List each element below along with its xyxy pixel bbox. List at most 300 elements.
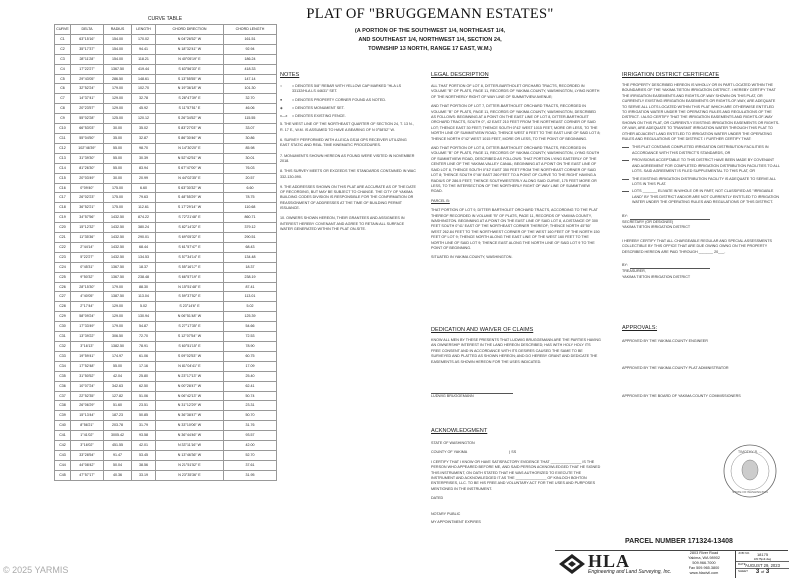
note-paragraph: 9. THE ADDRESSES SHOWN ON THIS PLAT ARE ACCURATE AS OF THE DATE OF RECORDING, BUT MAY BE SUBJECT TO CHANGE. THE CITY OF YAKIMA BUILDING CODES DIVISION IS RESPONSIBLE FOR THE CONFIRMATION OR REASSIGNMENT OF ADDRESSES AT THE TIME OF BUILDING PERMIT ISSUANCE. bbox=[280, 184, 416, 211]
table-cell: 33.07 bbox=[224, 124, 277, 134]
table-cell: 3°16'02" bbox=[71, 441, 104, 451]
irrigation-text: THE PROPERTY DESCRIBED HEREON IS WHOLLY OR IN PART LOCATED WITHIN THE BOUNDARIES OF THE YAKIMA TIETON IRRIGATION DISTRICT. I HEREBY CERTIFY THAT THE IRRIGATION EASEMENTS AND RIGHTS-OF-WAY SHOWN ON THIS PLAT, OR CURRENTLY EXISTING IRRIGATION EASEMENTS OR RIGHTS-OF-WAY, ARE ADEQUATE TO SERVE ALL LOTS LOCATED WITHIN THIS PLAT WHICH ARE OTHERWISE ENTITLED TO IRRIGATION WATER UNDER THE OPERATING RULES AND REGULATIONS OF THE DISTRICT. I ALSO CERTIFY THAT THE IRRIGATION EASEMENTS AND RIGHTS-OF-WAY SHOWN ON THIS PLAT, OR CURRENTLY EXISTING IRRIGATION EASEMENTS OR RIGHTS-OF-WAY, ARE ADEQUATE TO TRANSMIT IRRIGATION WATER THROUGH THIS PLAT TO OTHER ADJACENT LAND ENTITLED TO IRRIGATION WATER UNDER THE OPERATING RULES AND REGULATIONS OF THE DISTRICT. I FURTHER CERTIFY THAT: bbox=[622, 83, 780, 142]
table-cell: 118.21 bbox=[132, 54, 156, 64]
table-cell: 42.01 bbox=[132, 441, 156, 451]
address-line: 2803 River Road bbox=[689, 551, 719, 555]
table-cell: C39 bbox=[55, 411, 71, 421]
legal-heading: LEGAL DESCRIPTION bbox=[431, 72, 489, 78]
table-cell: 58°09'24" bbox=[71, 312, 104, 322]
table-row bbox=[55, 401, 277, 411]
table-cell: 23.31 bbox=[224, 401, 277, 411]
table-cell: S 28°47'39" E bbox=[156, 94, 224, 104]
dedication-section bbox=[431, 327, 601, 399]
table-cell: C42 bbox=[55, 441, 71, 451]
table-cell: 17°33'49" bbox=[71, 322, 104, 332]
table-cell: 55°02'28" bbox=[71, 114, 104, 124]
table-cell: C26 bbox=[55, 282, 71, 292]
table-cell: N 40°05'19" E bbox=[156, 54, 224, 64]
table-row bbox=[55, 292, 277, 302]
table-cell: 5.02 bbox=[224, 302, 277, 312]
table-row bbox=[55, 163, 277, 173]
table-cell: 20.57 bbox=[224, 173, 277, 183]
table-cell: N 23°17'13" W bbox=[156, 371, 224, 381]
table-cell: 76.03 bbox=[224, 163, 277, 173]
legal-paragraph: AND THAT PORTION OF LOT 8, DITTER-BARTHOLET ORCHARD TRACTS, RECORDED IN VOLUME "B" OF PLATS, PAGE 11, RECORDS OF YAKIMA COUNTY, WASHINGTON, LYING SOUTH OF SUMMITVIEW ROAD, DESCRIBED AS FOLLOWS: THAT PORTION LYING EASTERLY OF THE CENTER LINE OF THE YAKIMA VALLEY CANAL; BEGINNING AT A POINT ON THE EAST LINE OF SAID LOT 8, THENCE SOUTH 0°42' EAST 350 FEET FROM THE NORTHEAST CORNER OF SAID LOT 8; THENCE SOUTH 0°46' EAST 260 FEET TO A POINT OF CURVE TO THE RIGHT HAVING A RADIUS OF 286.5 FEET; THENCE SOUTHWESTERLY ALONG SAID CURVE, 175 FEET MORE OR LESS, TO THE INTERSECTION OF THE NORTHERLY RIGHT OF WAY LINE OF SUMMITVIEW ROAD. bbox=[431, 146, 600, 194]
table-cell: N 13°46'36" W bbox=[156, 450, 224, 460]
plat-subtitle bbox=[300, 27, 560, 53]
table-cell: S 82°14'32" E bbox=[156, 223, 224, 233]
table-cell: 3005.42 bbox=[104, 431, 132, 441]
table-cell: 874.22 bbox=[132, 213, 156, 223]
table-cell: 30.00 bbox=[104, 173, 132, 183]
table-cell: C8 bbox=[55, 104, 71, 114]
parcel-number: PARCEL NUMBER 171324-13408 bbox=[625, 538, 733, 545]
table-cell: 22°52'35" bbox=[71, 391, 104, 401]
table-cell: 26°02'23" bbox=[71, 193, 104, 203]
subtitle-line: (A PORTION OF THE SOUTHWEST 1/4, NORTHEAST 1/4, bbox=[354, 28, 506, 34]
date-value: AUGUST 29, 2023 bbox=[736, 563, 789, 569]
ack-county: COUNTY OF YAKIMA bbox=[431, 450, 468, 455]
table-row bbox=[55, 124, 277, 134]
table-cell: 35.02 bbox=[132, 124, 156, 134]
phone-line: 509.966.7000 bbox=[692, 561, 716, 565]
fax-line: Fax 509.965.3800 bbox=[688, 566, 720, 570]
table-cell: 42.00 bbox=[224, 441, 277, 451]
table-row bbox=[55, 84, 277, 94]
legend-item bbox=[280, 98, 417, 103]
table-cell: C27 bbox=[55, 292, 71, 302]
table-row bbox=[55, 441, 277, 451]
table-cell: 72.53 bbox=[224, 332, 277, 342]
table-cell: 179.00 bbox=[104, 84, 132, 94]
table-cell: C18 bbox=[55, 203, 71, 213]
irrigation-option-text: LOTS _______ ELIVATE IN WHOLE OR IN PART, NOT CLASSIFIED AS "IRRIGABLE LAND" BY THIS DISTRICT AND/OR ARE NOT CURRENTLY ENTITLED TO IRRIGATION WATER UNDER THE OPERATING RULES AND REGULATIONS OF THIS DISTRICT. bbox=[632, 189, 779, 205]
table-cell: 51.60 bbox=[104, 401, 132, 411]
note-paragraph: 6. SURVEY PERFORMED WITH A LEICA GS18 GPS RECEIVER UTILIZING EAST STATIC AND REAL TIME KINEMATIC PROCEDURES. bbox=[280, 138, 407, 148]
table-cell: 30.01 bbox=[224, 153, 277, 163]
table-cell: C24 bbox=[55, 262, 71, 272]
table-cell: 30.39 bbox=[132, 153, 156, 163]
table-cell: 120.12 bbox=[132, 114, 156, 124]
approval-item: APPROVED BY THE YAKIMA COUNTY PLAT ADMINISTRATOR bbox=[622, 366, 729, 371]
table-cell: 31°39'30" bbox=[71, 153, 104, 163]
table-row bbox=[55, 332, 277, 342]
table-cell: 380.24 bbox=[132, 223, 156, 233]
table-cell: 17.16 bbox=[132, 361, 156, 371]
table-cell: C15 bbox=[55, 173, 71, 183]
table-cell: 32°52'24" bbox=[71, 84, 104, 94]
job-info bbox=[735, 551, 789, 578]
table-cell: C41 bbox=[55, 431, 71, 441]
table-cell: C10 bbox=[55, 124, 71, 134]
table-cell: C25 bbox=[55, 272, 71, 282]
irrigation-by: BY: bbox=[622, 213, 628, 218]
table-cell: 451.55 bbox=[104, 441, 132, 451]
table-cell: 112.61 bbox=[132, 203, 156, 213]
table-cell: 33°28'54" bbox=[71, 450, 104, 460]
irrigation-options bbox=[622, 145, 780, 205]
table-cell: 60.75 bbox=[224, 351, 277, 361]
table-cell: S 61°57'47" E bbox=[156, 242, 224, 252]
table-cell: 186.24 bbox=[224, 54, 277, 64]
table-cell: 87.41 bbox=[224, 282, 277, 292]
table-cell: N 14°30'20" E bbox=[156, 143, 224, 153]
table-row bbox=[55, 342, 277, 352]
irrigation-option bbox=[622, 145, 780, 156]
table-cell: 129.00 bbox=[104, 104, 132, 114]
table-cell: 154.00 bbox=[104, 44, 132, 54]
table-cell: 55.00 bbox=[104, 163, 132, 173]
table-row bbox=[55, 421, 277, 431]
table-cell: 30.00 bbox=[104, 124, 132, 134]
table-cell: C14 bbox=[55, 163, 71, 173]
table-cell: 154.00 bbox=[104, 54, 132, 64]
table-cell: 6.60 bbox=[132, 183, 156, 193]
table-row bbox=[55, 450, 277, 460]
table-cell: 93.58 bbox=[132, 431, 156, 441]
title-block bbox=[555, 550, 788, 578]
table-cell: 113.04 bbox=[132, 292, 156, 302]
table-cell: 13°39'22" bbox=[71, 332, 104, 342]
table-row bbox=[55, 361, 277, 371]
table-cell: 1432.50 bbox=[104, 223, 132, 233]
table-cell: 78.90 bbox=[224, 342, 277, 352]
file-name: 18175pdl.dwg bbox=[736, 557, 789, 562]
table-cell: 10°07'24" bbox=[71, 381, 104, 391]
table-row bbox=[55, 173, 277, 183]
table-cell: 61.06 bbox=[132, 351, 156, 361]
table-cell: 11°35'36" bbox=[71, 233, 104, 243]
curve-table-header-cell: CURVE bbox=[55, 25, 71, 35]
legend-text: = DENOTES PROPERTY CORNER FOUND AS NOTED. bbox=[292, 97, 387, 102]
notes-section bbox=[280, 72, 417, 237]
table-row bbox=[55, 312, 277, 322]
table-cell: S 66°57'19" E bbox=[156, 272, 224, 282]
table-cell: S 72°21'48" E bbox=[156, 213, 224, 223]
ack-section bbox=[431, 428, 601, 525]
table-row bbox=[55, 272, 277, 282]
table-cell: C34 bbox=[55, 361, 71, 371]
table-cell: C22 bbox=[55, 242, 71, 252]
table-row bbox=[55, 114, 277, 124]
table-cell: 6.60 bbox=[224, 183, 277, 193]
ack-dated: DATED bbox=[431, 496, 444, 501]
curve-table-grid bbox=[54, 24, 277, 481]
table-row bbox=[55, 431, 277, 441]
table-cell: N 04°26'52" W bbox=[156, 34, 224, 44]
table-cell: 29°43'05" bbox=[71, 74, 104, 84]
curve-table-header-cell: RADIUS bbox=[104, 25, 132, 35]
table-cell: 0°45'31" bbox=[71, 262, 104, 272]
table-cell: 83.94 bbox=[132, 163, 156, 173]
legend-text: = DENOTES EXISTING FENCE. bbox=[292, 114, 346, 119]
table-cell: 32.70 bbox=[224, 94, 277, 104]
table-cell: 5.02 bbox=[132, 302, 156, 312]
table-cell: S 59°37'52" E bbox=[156, 292, 224, 302]
legend-symbol-icon: ◈ bbox=[280, 105, 283, 110]
curve-table-header bbox=[55, 25, 277, 35]
notes-legend bbox=[280, 84, 417, 119]
table-cell: 18.37 bbox=[224, 262, 277, 272]
table-cell: 342.63 bbox=[104, 381, 132, 391]
table-cell: 81°26'30" bbox=[71, 163, 104, 173]
table-cell: 50.70 bbox=[224, 411, 277, 421]
curve-table-header-cell: LENGTH bbox=[132, 25, 156, 35]
table-cell: N 18°32'41" W bbox=[156, 44, 224, 54]
table-cell: C11 bbox=[55, 133, 71, 143]
table-cell: 129.00 bbox=[104, 94, 132, 104]
table-cell: 134.53 bbox=[132, 252, 156, 262]
table-cell: 286.50 bbox=[104, 74, 132, 84]
table-row bbox=[55, 183, 277, 193]
table-cell: 66°53'03" bbox=[71, 124, 104, 134]
table-cell: 50.85 bbox=[132, 411, 156, 421]
table-cell: C2 bbox=[55, 44, 71, 54]
table-cell: C3 bbox=[55, 54, 71, 64]
table-row bbox=[55, 322, 277, 332]
table-cell: 55.00 bbox=[104, 143, 132, 153]
irrigation-option-text: THIS PLAT CONTAINS COMPLETED IRRIGATION DISTRIBUTION FACILITIES IN ACCORDANCE WITH THIS DISTRICT'S STANDARDS, OR bbox=[632, 145, 769, 155]
sheet-label: SHEET bbox=[738, 569, 749, 573]
table-row bbox=[55, 213, 277, 223]
table-cell: 51.06 bbox=[132, 391, 156, 401]
table-cell: 31.95 bbox=[224, 470, 277, 480]
table-cell: 1367.50 bbox=[104, 262, 132, 272]
table-cell: 5°22'27" bbox=[71, 252, 104, 262]
table-cell: S 12°07'54" W bbox=[156, 332, 224, 342]
approval-item: APPROVED BY THE BOARD OF YAKIMA COUNTY COMMISSIONERS bbox=[622, 393, 741, 398]
legal-paragraph: PARCEL B: bbox=[431, 198, 450, 203]
treasurer-org: YAKIMA TIETON IRRIGATION DISTRICT bbox=[622, 274, 691, 279]
table-cell: 62.50 bbox=[132, 381, 156, 391]
table-cell: 31.79 bbox=[132, 421, 156, 431]
table-cell: 35.00 bbox=[104, 133, 132, 143]
dedication-heading: DEDICATION AND WAIVER OF CLAIMS bbox=[431, 327, 534, 333]
approvals-section bbox=[622, 325, 780, 399]
table-cell: 125.00 bbox=[104, 114, 132, 124]
table-cell: S 83°27'03" W bbox=[156, 124, 224, 134]
note-paragraph: 7. MONUMENTS SHOWN HEREON AS FOUND WERE VISITED IN NOVEMBER 2018. bbox=[280, 153, 415, 163]
curve-table-header-cell: CHORD DIRECTION bbox=[156, 25, 224, 35]
table-row bbox=[55, 203, 277, 213]
job-number: 18175 bbox=[756, 552, 769, 557]
table-cell: S 67°47'00" W bbox=[156, 163, 224, 173]
table-row bbox=[55, 252, 277, 262]
ack-notary: NOTARY PUBLIC bbox=[431, 511, 461, 516]
table-cell: N 36°38'47" W bbox=[156, 411, 224, 421]
table-cell: 203.78 bbox=[104, 421, 132, 431]
ack-expires: MY APPOINTMENT EXPIRES bbox=[431, 520, 481, 525]
note-paragraph: 5. THE WEST LINE OF THE NORTHEAST QUARTER OF SECTION 24, T. 13 N., R. 17 E., W.M. IS ASSUMED TO HAVE A BEARING OF N 0°58'52" W. bbox=[280, 122, 414, 132]
table-cell: 79.63 bbox=[132, 193, 156, 203]
table-cell: N 15°51'48" E bbox=[156, 282, 224, 292]
table-cell: 0°09'40" bbox=[71, 183, 104, 193]
table-row bbox=[55, 193, 277, 203]
table-cell: N 44°02'35" E bbox=[156, 173, 224, 183]
irrigation-sig-org: YAKIMA TIETON IRRIGATION DISTRICT bbox=[622, 225, 691, 230]
table-cell: 53.45 bbox=[132, 450, 156, 460]
legal-paragraphs bbox=[431, 84, 601, 261]
table-cell: S 11°57'51" E bbox=[156, 104, 224, 114]
table-row bbox=[55, 381, 277, 391]
table-cell: 238.48 bbox=[132, 272, 156, 282]
table-cell: 20.99 bbox=[132, 173, 156, 183]
table-cell: 110.68 bbox=[224, 203, 277, 213]
table-cell: 93.57 bbox=[224, 431, 277, 441]
table-cell: 47°57'17" bbox=[71, 470, 104, 480]
table-row bbox=[55, 153, 277, 163]
blank-line bbox=[622, 191, 629, 192]
table-cell: 44°08'42" bbox=[71, 460, 104, 470]
table-cell: 78.75 bbox=[224, 193, 277, 203]
table-row bbox=[55, 44, 277, 54]
table-row bbox=[55, 54, 277, 64]
legend-item bbox=[280, 84, 417, 95]
treasurer-title: TREASURER, bbox=[622, 269, 646, 274]
table-cell: 175.00 bbox=[104, 183, 132, 193]
table-row bbox=[55, 371, 277, 381]
table-cell: 88.30 bbox=[132, 282, 156, 292]
table-cell: S 60°51'15" E bbox=[156, 342, 224, 352]
table-cell: 18.37 bbox=[132, 262, 156, 272]
curve-table-title: CURVE TABLE bbox=[147, 16, 183, 22]
irrigation-option bbox=[622, 189, 780, 205]
table-cell: S 23°14'6" E bbox=[156, 302, 224, 312]
table-cell: 25.80 bbox=[132, 371, 156, 381]
table-cell: 62.41 bbox=[224, 381, 277, 391]
table-cell: C1 bbox=[55, 34, 71, 44]
table-cell: 290.51 bbox=[224, 233, 277, 243]
notes-paragraphs bbox=[280, 122, 417, 232]
table-cell: 115.55 bbox=[224, 114, 277, 124]
table-cell: 50.74 bbox=[224, 391, 277, 401]
curve-table-body bbox=[55, 34, 277, 480]
legal-paragraph: ALL THAT PORTION OF LOT 8, DITTER-BARTHOLET ORCHARD TRACTS, RECORDED IN VOLUME "B" OF PLATS, PAGE 11, RECORDS OF YAKIMA COUNTY, WASHINGTON, LYING NORTH OF THE NORTHERLY RIGHT OF WAY LINE OF SUMMITVIEW AVENUE; bbox=[431, 84, 600, 99]
table-cell: S 27°17'35" E bbox=[156, 322, 224, 332]
table-cell: 1432.50 bbox=[104, 252, 132, 262]
date-label: DATE bbox=[738, 562, 746, 566]
table-cell: 101.30 bbox=[224, 84, 277, 94]
table-cell: S 26°34'52" W bbox=[156, 114, 224, 124]
table-row bbox=[55, 391, 277, 401]
table-cell: 238.19 bbox=[224, 272, 277, 282]
irrigation-option-text: PROVISIONS ACCEPTABLE TO THIS DISTRICT HAVE BEEN MADE BY COVENANT AND AGREEMENT FOR COMPLETED IRRIGATION DISTRIBUTION FACILITIES TO ALL LOTS. SAID AGREEMENT IS FILED SUPPLEMENTAL TO THIS PLAT, OR bbox=[632, 158, 780, 174]
website: www.hlacivil.com bbox=[689, 571, 719, 575]
table-cell: 40.36 bbox=[104, 470, 132, 480]
table-cell: 1382.50 bbox=[104, 342, 132, 352]
table-cell: 1367.50 bbox=[104, 64, 132, 74]
table-row bbox=[55, 242, 277, 252]
table-cell: 187.23 bbox=[104, 411, 132, 421]
table-row bbox=[55, 104, 277, 114]
table-cell: 94.41 bbox=[132, 44, 156, 54]
ack-heading: ACKNOWLEDGMENT bbox=[431, 428, 488, 434]
legal-paragraph: SITUATED IN YAKIMA COUNTY, WASHINGTON. bbox=[431, 255, 513, 260]
table-cell: C31 bbox=[55, 332, 71, 342]
table-row bbox=[55, 302, 277, 312]
table-cell: 418.33 bbox=[224, 64, 277, 74]
table-cell: 46.06 bbox=[224, 104, 277, 114]
table-cell: 102°46'39" bbox=[71, 143, 104, 153]
table-row bbox=[55, 64, 277, 74]
blank-line bbox=[622, 179, 629, 180]
table-cell: 55°04'50" bbox=[71, 133, 104, 143]
table-cell: S 09°02'53" W bbox=[156, 351, 224, 361]
table-cell: C7 bbox=[55, 94, 71, 104]
table-row bbox=[55, 411, 277, 421]
ack-ss: ) SS bbox=[509, 450, 517, 454]
table-cell: N 06°42'13" W bbox=[156, 391, 224, 401]
table-cell: 1°41'02" bbox=[71, 431, 104, 441]
table-cell: 174.97 bbox=[104, 351, 132, 361]
curve-table-header-cell: CHORD LENGTH bbox=[224, 25, 277, 35]
sheet-total: 3 bbox=[765, 569, 770, 575]
table-cell: C13 bbox=[55, 153, 71, 163]
blank-line bbox=[622, 160, 629, 161]
table-cell: C4 bbox=[55, 64, 71, 74]
curve-table bbox=[54, 15, 276, 481]
table-cell: 17.09 bbox=[224, 361, 277, 371]
table-cell: 31.76 bbox=[224, 421, 277, 431]
table-cell: 20°03'49" bbox=[71, 173, 104, 183]
table-cell: 130.94 bbox=[132, 312, 156, 322]
dedication-signer: LUDWIG BRUGGEMANN bbox=[431, 394, 474, 399]
table-cell: 161.51 bbox=[224, 34, 277, 44]
table-cell: 54.87 bbox=[132, 322, 156, 332]
table-cell: C37 bbox=[55, 391, 71, 401]
table-cell: 1432.50 bbox=[104, 213, 132, 223]
table-cell: 42.04 bbox=[104, 371, 132, 381]
table-cell: 26°06'29" bbox=[71, 401, 104, 411]
table-cell: 33.19 bbox=[132, 470, 156, 480]
table-cell: S 57°34'14" E bbox=[156, 252, 224, 262]
table-cell: 23.51 bbox=[132, 401, 156, 411]
table-cell: C32 bbox=[55, 342, 71, 352]
plat-title: PLAT OF "BRUGGEMANN ESTATES" bbox=[306, 6, 554, 22]
table-cell: 419.44 bbox=[132, 64, 156, 74]
curve-table-header-cell: DELTA bbox=[71, 25, 104, 35]
table-cell: 55.00 bbox=[104, 153, 132, 163]
table-cell: 32.78 bbox=[132, 94, 156, 104]
table-cell: 3°16'13" bbox=[71, 342, 104, 352]
table-cell: 306.50 bbox=[104, 332, 132, 342]
table-cell: 2°17'44" bbox=[71, 302, 104, 312]
table-row bbox=[55, 351, 277, 361]
table-cell: C29 bbox=[55, 312, 71, 322]
note-paragraph: 8. THIS SURVEY MEETS OR EXCEEDS THE STANDARDS CONTAINED IN WAC 332-130-090. bbox=[280, 169, 416, 179]
treasurer-by: BY: bbox=[622, 262, 628, 267]
table-cell: N 06°51'48" W bbox=[156, 312, 224, 322]
table-cell: C21 bbox=[55, 233, 71, 243]
irrigation-option bbox=[622, 158, 780, 174]
table-row bbox=[55, 233, 277, 243]
table-cell: C38 bbox=[55, 401, 71, 411]
table-cell: C28 bbox=[55, 302, 71, 312]
table-cell: N 21°51'52" E bbox=[156, 460, 224, 470]
table-cell: 55.00 bbox=[104, 361, 132, 371]
table-cell: 4°40'05" bbox=[71, 292, 104, 302]
approvals-heading: APPROVALS: bbox=[622, 325, 658, 331]
irrigation-option-text: THE EXISTING IRRIGATION DISTRIBUTION FACILITY IS ADEQUATE TO SERVE ALL LOTS IN THIS PLAT. bbox=[632, 176, 776, 186]
table-cell: 134.48 bbox=[224, 252, 277, 262]
table-row bbox=[55, 470, 277, 480]
legend-symbol-icon: ○ bbox=[280, 84, 283, 88]
company-name: Engineering and Land Surveying, Inc. bbox=[588, 569, 672, 575]
legal-paragraph: AND THAT PORTION OF LOT 7, DITTER-BARTHOLET ORCHARD TRACTS, RECORDED IN VOLUME "B" OF PLATS, PAGE 11, RECORDS OF YAKIMA COUNTY, WASHINGTON, DESCRIBED AS FOLLOWS: BEGINNING AT A POINT ON THE EAST LINE OF LOT 8, DITTER-BARTHOLET ORCHARD TRACTS, SOUTH 0°, 42 EAST 210 FEET FROM THE NORTHEAST CORNER OF SAID LOT; THENCE EAST 30 FEET; THENCE SOUTH 0°42' WEST 1015 FEET, MORE OR LESS, TO THE NORTH LINE OF SUMMITVIEW ROAD; THENCE WEST 8 FEET TO THE EAST LINE OF SAID LOT 8; THENCE NORTH 0°42' WEST 1015 FEET, MORE OR LESS, TO THE POINT OF BEGINNING. bbox=[431, 104, 601, 141]
table-cell: 1432.50 bbox=[104, 242, 132, 252]
table-cell: 98.70 bbox=[132, 143, 156, 153]
table-cell: 34°57'56" bbox=[71, 213, 104, 223]
